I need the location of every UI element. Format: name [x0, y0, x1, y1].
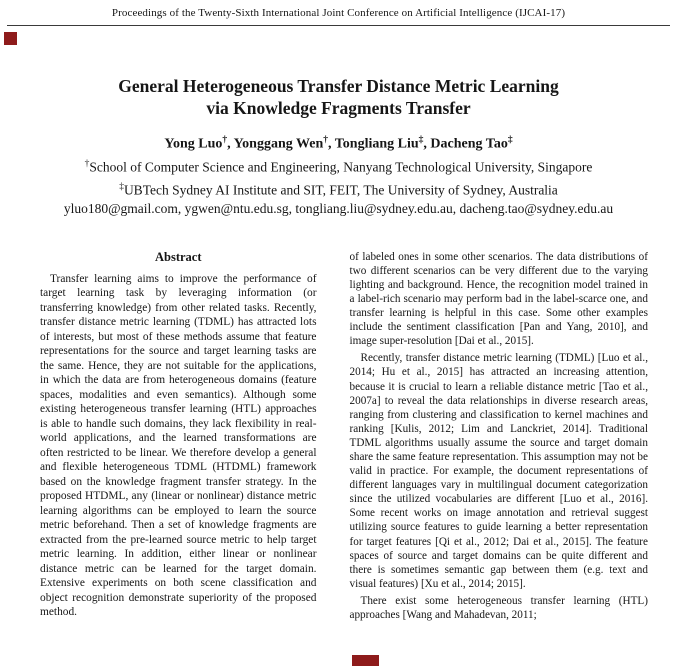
- author-separator: ,: [227, 136, 234, 152]
- body-paragraph-3: There exist some heterogeneous transfer learning (HTL) approaches [Wang and Mahadevan, 2011;: [349, 594, 648, 621]
- column-right: [350, 250, 649, 625]
- paper-title: [0, 76, 677, 119]
- paper-title-line-2: via Knowledge Fragments Transfer: [206, 97, 471, 118]
- affiliation-text: UBTech Sydney AI Institute and SIT, FEIT, The University of Sydney, Australia: [123, 182, 558, 198]
- abstract-heading: Abstract: [154, 249, 202, 264]
- author-separator: ,: [327, 136, 335, 152]
- header-rule: [7, 25, 670, 26]
- body-paragraph-2: Recently, transfer distance metric learning (TDML) [Luo et al., 2014; Hu et al., 2015] has attracted an increasing attention, because it is crucial to learn a reliable distance metric [Tao et al., 2007a] to reveal the data relationships in diverse research areas, ranging from clustering and classification to kernel machines and ranking [Kulis, 2012; Lim and Lanckriet, 2014]. Traditional TDML algorithms usually assume the source and target domain share the same feature representation. This assumption may not be valid in practice. For example, the document representations of different languages vary in multilingual document categorization since the utilized vocabularies are different [Luo et al., 2016]. Some recent works on image annotation and retrieval suggest utilizing source features to guide learning a better representation for target features [Qi et al., 2012; Dai et al., 2015]. The feature spaces of source and target domains can be quite different and there is sometimes semantic gap between them (e.g. text and visual features) [Xu et al., 2014; 2015].: [349, 352, 648, 590]
- author-affiliation-mark: †: [323, 135, 328, 145]
- affiliation-line-1: [0, 155, 677, 177]
- affiliation-mark: †: [84, 158, 90, 169]
- two-column-body: [0, 250, 677, 625]
- paper-title-line-1: General Heterogeneous Transfer Distance Metric Learning: [118, 76, 559, 96]
- body-paragraph-1: of labeled ones in some other scenarios. The data distributions of two different scenarios can be very different due to the varying lighting and background. Hence, the recognition model trained in a label-rich scenario may perform bad in the label-scarce one, and transfer learning is helpful in this case. Some other examples include the sentiment classification [Pan and Yang, 2010], and image super-resolution [Dai et al., 2015].: [349, 250, 648, 348]
- abstract-text: Transfer learning aims to improve the performance of target learning task by leveraging information (or transferring knowledge) from other related tasks. Recently, transfer distance metric learning (TDML) has attracted lots of interests, but most of these methods assume that feature representations for the source and target learning tasks are the same. Hence, they are not suitable for the applications, in which the data are from heterogeneous domains (feature spaces, modalities and even semantics). Although some existing heterogeneous transfer learning (HTL) approaches is able to handle such domains, they lack flexibility in real-world applications, and the learned transformations are often restricted to be linear. We therefore develop a general and flexible heterogeneous TDML (HTDML) framework based on the knowledge fragment transfer strategy. In the proposed HTDML, any (linear or nonlinear) distance metric learning algorithms can be employed to learn the source metric beforehand. Then a set of knowledge fragments are extracted from the pre-learned source metric to help target metric learning. In addition, either linear or nonlinear distance metric can be learned for the target domain. Extensive experiments on both scene classification and object recognition demonstrate superiority of the proposed method.: [40, 272, 317, 619]
- affiliation-line-2: [0, 178, 677, 200]
- column-left: [29, 250, 328, 625]
- conference-header: Proceedings of the Twenty-Sixth International Joint Conference on Artificial Intelligence (IJCAI-17): [111, 7, 566, 19]
- emails-line: yluo180@gmail.com, ygwen@ntu.edu.sg, tongliang.liu@sydney.edu.au, dacheng.tao@sydney.edu.au: [63, 200, 614, 216]
- author-name: Yonggang Wen: [233, 136, 324, 152]
- author-separator: ,: [423, 136, 431, 152]
- annotation-marker-bottom: [352, 655, 379, 666]
- author-name: Tongliang Liu: [334, 136, 419, 152]
- author-name: Dacheng Tao: [430, 136, 508, 152]
- affiliation-text: School of Computer Science and Engineering, Nanyang Technological University, Singapore: [89, 159, 593, 175]
- authors-line: [0, 135, 677, 153]
- annotation-marker-top-left: [4, 32, 17, 45]
- author-name: Yong Luo: [164, 136, 223, 152]
- author-affiliation-mark: ‡: [418, 135, 424, 145]
- author-affiliation-mark: †: [222, 135, 228, 145]
- author-affiliation-mark: ‡: [507, 135, 513, 145]
- affiliation-mark: ‡: [119, 182, 124, 193]
